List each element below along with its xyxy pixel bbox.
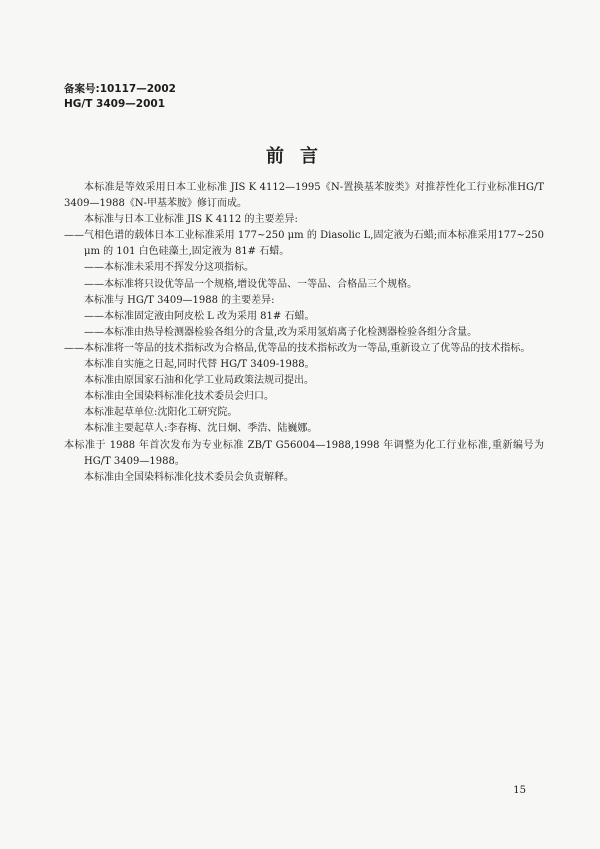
paragraph: 本标准主要起草人:李春梅、沈日炯、季浩、陆巍娜。: [84, 423, 318, 435]
paragraph: ——本标准未采用不挥发分这项指标。: [84, 262, 254, 274]
paragraph: 本标准自实施之日起,同时代替 HG/T 3409-1988。: [84, 359, 315, 371]
foreword-body: [64, 180, 544, 486]
document-header: [64, 82, 176, 112]
paragraph: 本标准与 HG/T 3409—1988 的主要差异:: [84, 294, 275, 306]
paragraph: 本标准由全国染料标准化技术委员会归口。: [84, 391, 274, 403]
record-number: 备案号:10117—2002: [64, 83, 176, 95]
paragraph: 本标准由原国家石油和化学工业局政策法规司提出。: [84, 375, 314, 387]
paragraph: 本标准于 1988 年首次发布为专业标准 ZB/T G56004—1988,1998 年调整为化工行业标准,重新编号为 HG/T 3409—1988。: [64, 439, 544, 467]
standard-number: HG/T 3409—2001: [64, 98, 166, 110]
page-title: 前言: [266, 146, 334, 167]
paragraph: ——本标准将一等品的技术指标改为合格品,优等品的技术指标改为一等品,重新设立了优等品的技术指标。: [64, 342, 531, 354]
paragraph: 本标准起草单位:沈阳化工研究院。: [84, 407, 238, 419]
paragraph: ——本标准将只设优等品一个规格,增设优等品、一等品、合格品三个规格。: [84, 278, 418, 290]
page-number: 15: [513, 785, 526, 796]
paragraph: ——气相色谱的载体日本工业标准采用 177~250 μm 的 Diasolic L,固定液为石蜡;而本标准采用177~250 μm 的 101 白色硅藻土,固定液为 81# 石蜡。: [64, 230, 544, 258]
paragraph: ——本标准由热导检测器检验各组分的含量,改为采用氢焰离子化检测器检验各组分含量。: [84, 326, 478, 338]
paragraph: ——本标准固定液由阿皮松 L 改为采用 81# 石蜡。: [84, 310, 315, 322]
paragraph: 本标准由全国染料标准化技术委员会负责解释。: [84, 471, 294, 483]
paragraph: 本标准是等效采用日本工业标准 JIS K 4112—1995《N-置换基苯胺类》对推荐性化工行业标准HG/T 3409—1988《N-甲基苯胺》修订而成。: [64, 182, 544, 210]
paragraph: 本标准与日本工业标准 JIS K 4112 的主要差异:: [84, 214, 298, 226]
